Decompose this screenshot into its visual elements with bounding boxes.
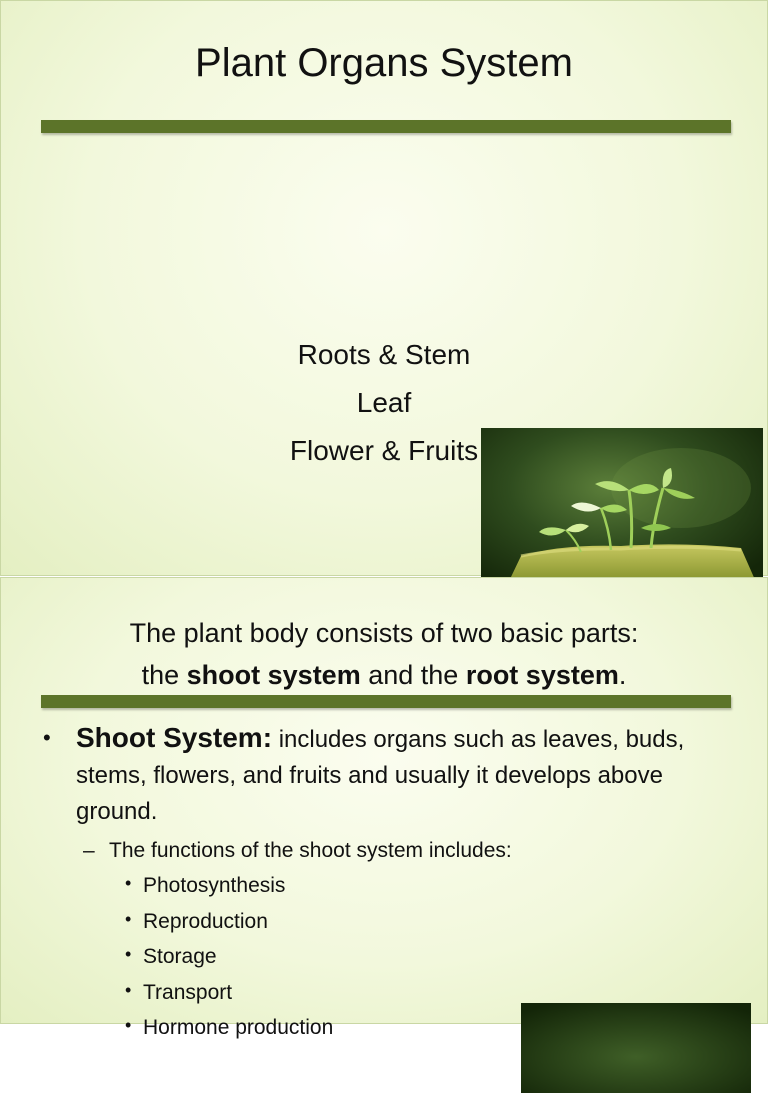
seedling-illustration-icon [521, 1003, 751, 1093]
function-item-label: Photosynthesis [143, 874, 286, 897]
subtitle-line-leaf: Leaf [356, 387, 412, 418]
bullet-dot-icon: • [125, 1015, 132, 1035]
function-item-label: Hormone production [143, 1016, 334, 1039]
intro-text-e: . [618, 660, 627, 690]
bullet-content [43, 720, 733, 1046]
function-item-label: Storage [143, 945, 217, 968]
dash-icon: – [83, 839, 95, 862]
shoot-system-term: shoot system [186, 660, 361, 690]
seedling-illustration-icon [481, 428, 763, 598]
section-divider [41, 695, 731, 708]
title-divider [41, 120, 731, 133]
shoot-system-description: includes organs such as leaves, buds, stems, flowers, and fruits and usually it develops above ground. [76, 726, 685, 825]
slide-title: Plant Organs System [195, 41, 573, 85]
seedling-photo-partial [521, 1003, 751, 1093]
function-item-label: Reproduction [143, 909, 268, 933]
functions-intro: The functions of the shoot system includes: [109, 839, 512, 862]
intro-line-1: The plant body consists of two basic parts: [129, 618, 639, 648]
slide-2 [0, 577, 768, 1039]
subtitle-line-roots-stem: Roots & Stem [297, 339, 471, 370]
functions-subbullet [43, 834, 733, 868]
intro-statement [1, 612, 767, 696]
function-item [43, 868, 733, 904]
function-item [43, 904, 733, 940]
function-item-label: Transport [143, 980, 233, 1004]
seedling-photo [481, 428, 763, 598]
bullet-dot-icon: • [125, 873, 132, 893]
intro-line-2 [1, 654, 767, 696]
function-item [43, 939, 733, 975]
shoot-system-heading: Shoot System: [76, 722, 273, 753]
root-system-term: root system [465, 660, 619, 690]
shoot-system-bullet [43, 720, 733, 830]
bullet-dot-icon: • [43, 725, 51, 750]
intro-text-c: and the [360, 660, 466, 690]
intro-text-a: the [141, 660, 187, 690]
bullet-dot-icon: • [125, 944, 132, 964]
bullet-dot-icon: • [125, 908, 132, 929]
subtitle-line-flower-fruits: Flower & Fruits [289, 435, 479, 466]
bullet-dot-icon: • [125, 979, 132, 1000]
